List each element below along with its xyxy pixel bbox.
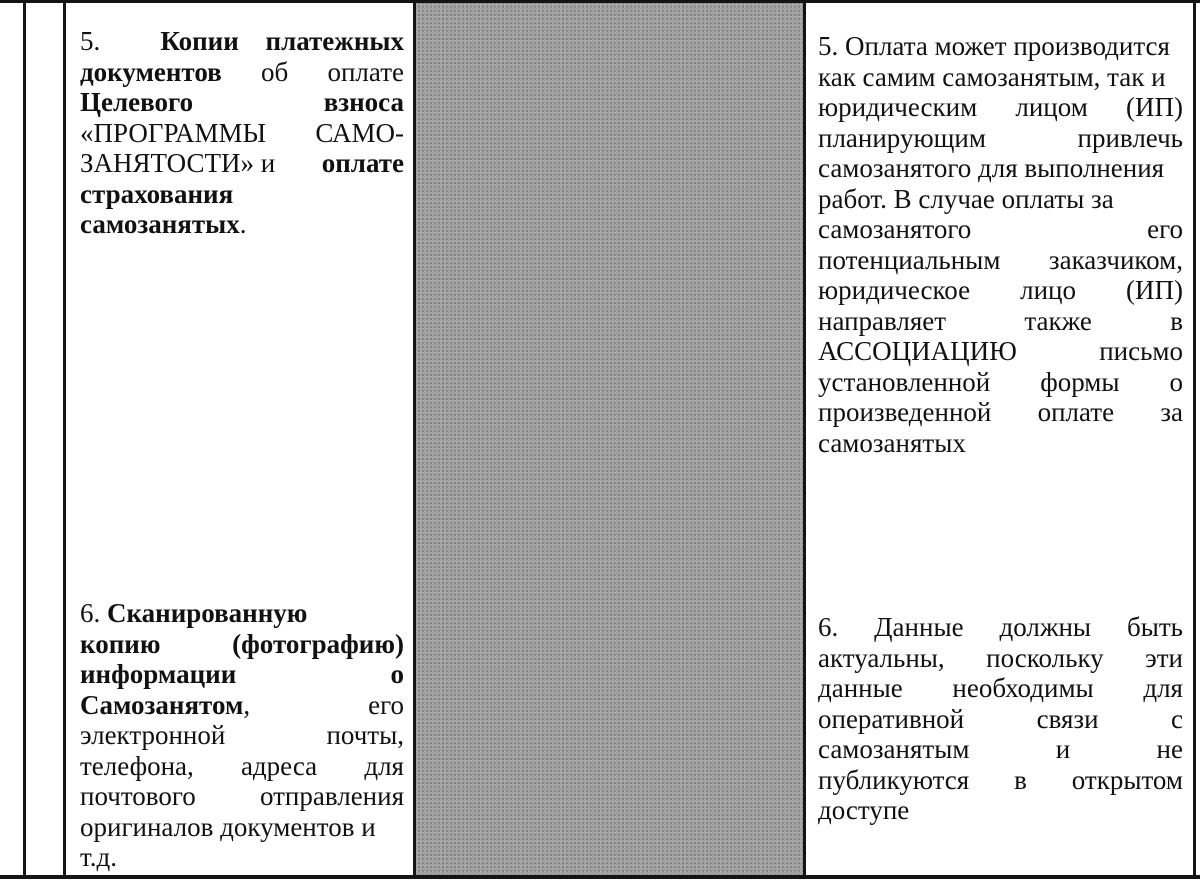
self-employed-name: Самозанятом [80,689,244,720]
right-item-5-line-14 [818,428,1183,459]
left-item-6-line-7 [80,781,404,812]
electronic-word: электронной [80,720,226,750]
his-word: его [368,689,404,720]
right-item-5-line-3-word-1: юридическим [818,92,978,122]
right-item-5-line-7 [818,214,1183,245]
shaded-empty-cell [416,3,803,875]
right-item-6-line-6-word-3: открытом [1071,764,1183,795]
scanned-word: Сканированную [107,598,308,628]
right-item-5-line-10-word-1: направляет [818,305,947,336]
right-item-6-line-1 [818,612,1183,643]
left-item-6-line-3 [80,659,404,690]
right-item-5-line-11-word-1: АССОЦИАЦИЮ [818,336,1017,366]
copy-word: копию [80,628,161,659]
right-item-6-line-2-word-1: актуальны, [818,642,945,673]
right-item-6-line-1-word-4: быть [1126,612,1183,642]
address-word: адреса [240,750,318,781]
right-item-5-line-13-word-3: за [1160,397,1183,427]
right-item-6-line-4 [818,704,1183,735]
right-item-6-line-1-word-2: Данные [874,612,964,642]
right-item-6-line-6-word-1: публикуются [818,764,970,795]
right-item-6-line-6-word-2: в [1014,764,1027,795]
right-item-6-line-5-word-3: не [1156,734,1183,764]
left-item-5 [80,26,404,256]
left-item-5-line-3 [80,87,404,118]
right-item-6-line-5-word-2: и [1055,734,1071,764]
right-item-6-line-3 [818,673,1183,704]
right-item-5-line-11 [818,336,1183,367]
right-item-6-line-5-word-1: самозанятым [818,734,970,764]
right-item-5 [818,31,1183,471]
comma: , [243,689,251,720]
self-dash-word: САМО- [315,117,404,148]
right-item-5-line-9-word-1: юридическое [818,275,971,305]
for-word: для [364,750,404,781]
left-item-6-line-9 [80,842,404,873]
right-item-5-line-14-word-1: самозанятых [818,427,966,458]
phone-word: телефона, [80,750,194,781]
right-item-5-line-4-word-1: планирующим [818,122,986,153]
photo-word: (фотографию) [232,628,404,659]
right-item-5-line-2 [818,62,1183,93]
right-item-5-line-3-word-3: (ИП) [1126,92,1183,122]
right-item-5-line-5 [818,153,1183,184]
item-5-number: 5. [80,26,101,56]
right-item-5-line-12 [818,367,1183,398]
right-item-6-line-4-word-1: оперативной [818,703,965,734]
mail-word: почты, [326,720,404,750]
left-item-5-line-5 [80,148,404,179]
right-item-5-line-7-word-1: самозанятого [818,214,972,244]
left-item-6-line-1 [80,598,404,629]
target-word: Целевого [80,87,194,117]
about-o-word: о [390,659,404,689]
about-word: об [260,56,289,87]
originals-text: оригиналов документов и [80,811,376,842]
right-item-5-line-13-word-2: оплате [1037,397,1115,427]
right-item-5-line-9-word-3: (ИП) [1126,275,1183,305]
right-item-5-line-8-word-1: потенциальным [818,244,1001,275]
right-item-5-line-1 [818,31,1183,62]
employment-word: ЗАНЯТОСТИ» и [80,148,276,178]
self-employed-word: самозанятых [80,209,240,239]
table-left-border [23,0,26,879]
right-item-5-line-9-word-2: лицо [1020,275,1076,305]
left-item-5-line-1 [80,26,404,57]
right-item-6-line-4-word-2: связи [1036,703,1099,734]
left-item-6 [80,598,404,873]
right-item-6-line-5 [818,734,1183,765]
right-item-5-line-6-word-1: работ. В случае оплаты за [818,183,1114,214]
right-item-5-line-1-word-1: 5. Оплата может производится [818,31,1170,61]
payment2-word: оплате [321,148,404,178]
right-item-5-line-2-word-1: как самим самозанятым, так и [818,61,1166,92]
right-item-5-line-13 [818,397,1183,428]
insurance-word: страхования [80,178,234,209]
right-item-5-line-10-word-3: в [1170,305,1183,336]
right-item-5-line-8-word-2: заказчиком, [1048,244,1183,275]
right-item-6-line-2 [818,643,1183,674]
column-divider-3 [803,0,806,879]
right-item-6-line-3-word-1: данные [818,673,903,703]
right-item-6 [818,612,1183,832]
fee-word: взноса [323,87,404,117]
right-item-5-line-6 [818,184,1183,215]
program-word: «ПРОГРАММЫ [80,117,267,148]
right-item-6-line-1-word-1: 6. [818,612,839,642]
left-item-5-line-7 [80,209,404,240]
left-item-5-line-2 [80,57,404,88]
table-bottom-border [0,875,1200,879]
right-item-5-line-3 [818,92,1183,123]
left-item-5-line-4 [80,118,404,149]
documents-word: документов [80,56,222,87]
left-item-6-line-4 [80,690,404,721]
left-item-5-line-6 [80,179,404,210]
postal-word: почтового [80,781,196,811]
self-employed-name-group [80,690,250,721]
left-item-6-line-2 [80,629,404,660]
right-item-5-line-4 [818,123,1183,154]
right-item-6-line-7 [818,795,1183,826]
right-item-5-line-12-word-1: установленной [818,366,991,397]
right-item-6-line-2-word-2: поскольку [986,642,1104,673]
etc-text: т.д. [80,842,118,872]
right-item-5-line-8 [818,245,1183,276]
right-item-6-line-7-word-1: доступе [818,795,910,825]
right-item-5-line-4-word-2: привлечь [1077,122,1183,153]
left-item-6-line-8 [80,812,404,843]
right-item-5-line-13-word-1: произведенной [818,397,992,427]
right-item-5-line-11-word-2: письмо [1099,336,1183,366]
right-item-5-line-12-word-2: формы [1040,366,1120,397]
information-word: информации [80,659,237,689]
right-item-5-line-5-word-1: самозанятого для выполнения [818,153,1165,183]
payment-word: оплате [327,56,404,87]
left-item-6-line-5 [80,720,404,751]
sending-word: отправления [259,781,404,811]
right-item-5-line-3-word-2: лицом [1015,92,1088,122]
right-item-5-line-10 [818,306,1183,337]
right-item-5-line-10-word-2: также [1024,305,1092,336]
period: . [239,209,247,239]
right-item-6-line-3-word-3: для [1143,673,1183,703]
right-item-6-line-2-word-3: эти [1145,642,1183,673]
column-divider-1 [63,0,66,879]
right-item-5-line-12-word-3: о [1169,366,1183,397]
right-item-6-line-4-word-3: с [1171,703,1183,734]
right-item-6-line-6 [818,765,1183,796]
right-item-6-line-3-word-2: необходимы [952,673,1094,703]
right-item-6-line-1-word-3: должны [999,612,1092,642]
item-6-number: 6. [80,598,101,628]
right-item-5-line-9 [818,275,1183,306]
right-item-5-line-7-word-2: его [1147,214,1183,244]
table-right-border [1193,0,1196,879]
left-item-6-line-6 [80,751,404,782]
item-5-title: Копии платежных [160,26,404,56]
